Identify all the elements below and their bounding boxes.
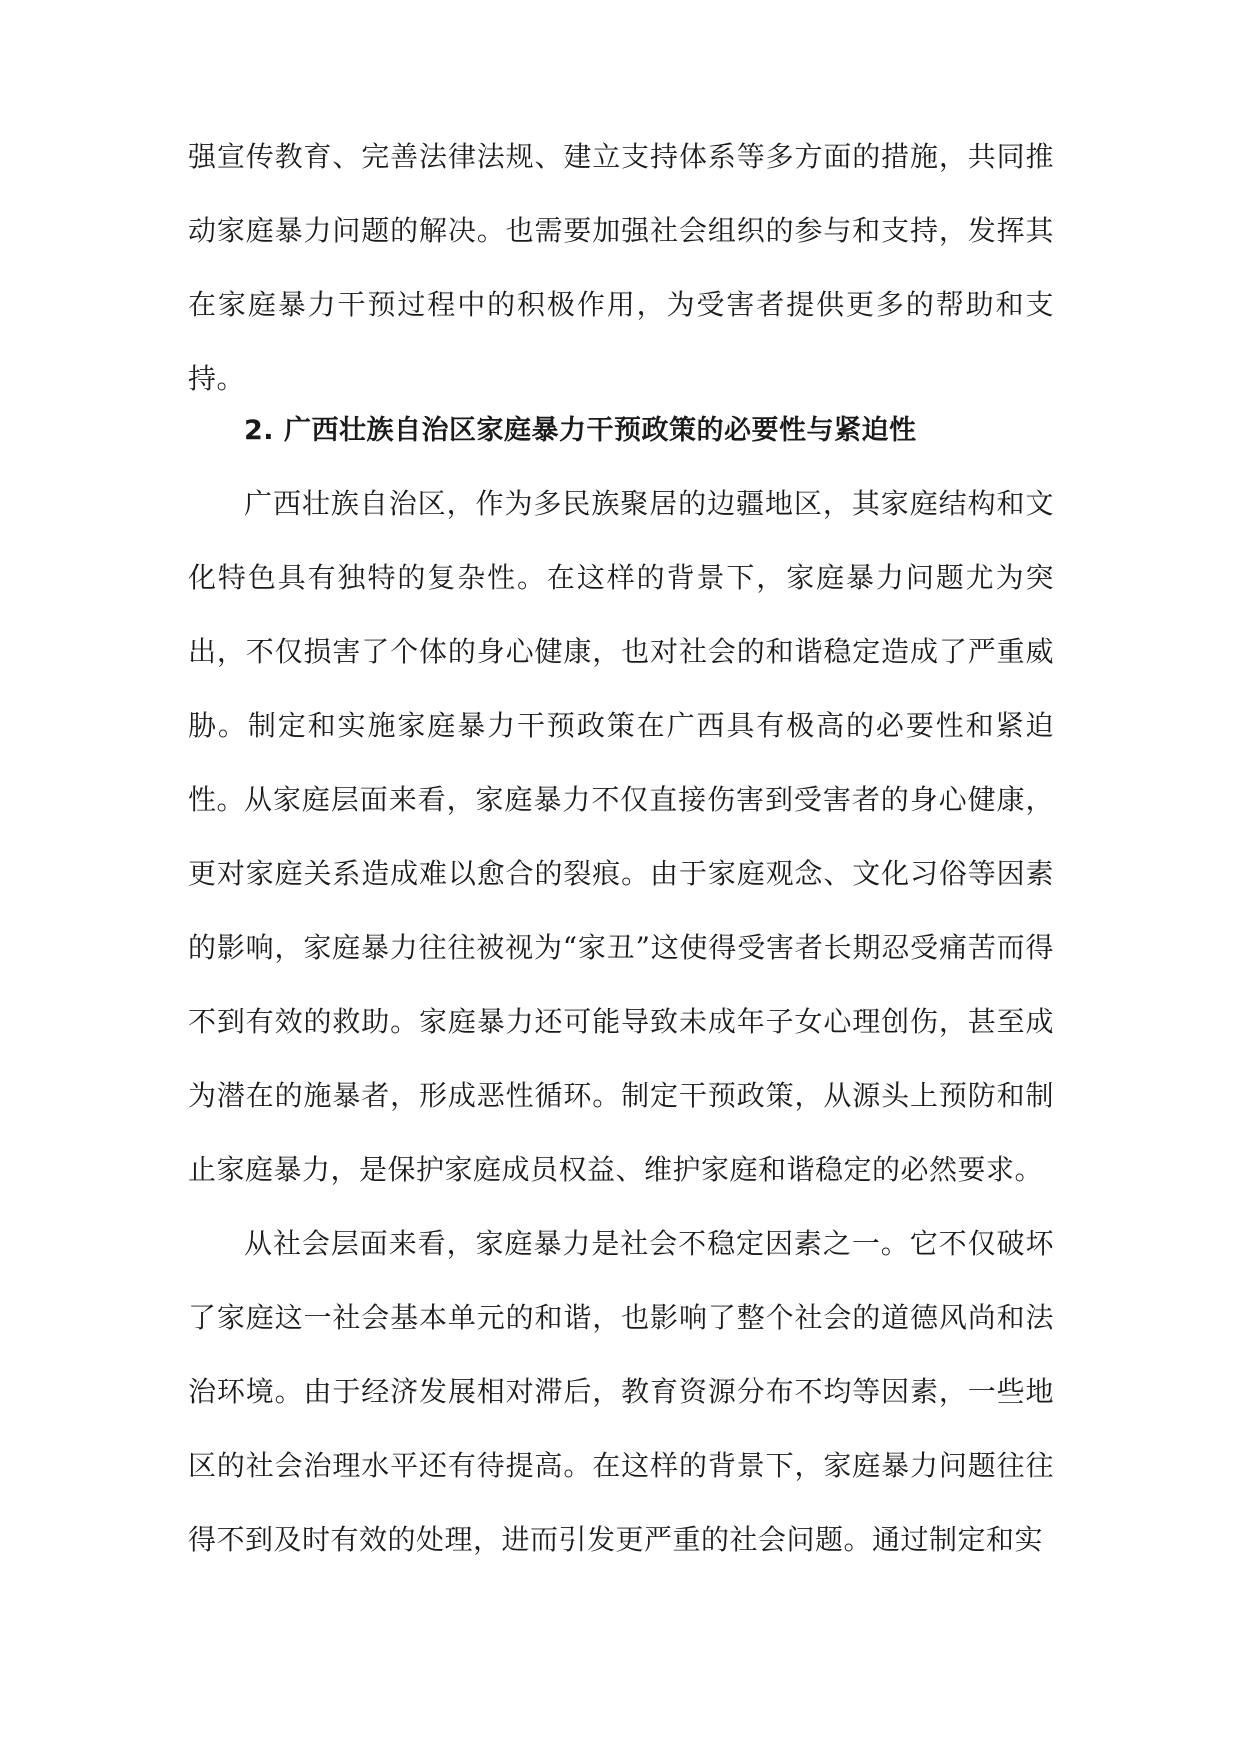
paragraph-2: 从家庭层面来看，家庭暴力不仅直接伤害到受害者的身心健康，更对家庭关系造成难以愈合的裂痕。由于家庭观念、文化习俗等因素的影响，家庭暴力往往被视为“家丑”这使得受害者长期忍受痛苦而得不到有效的救助。家庭暴力还可能导致未成年子女心理创伤，甚至成为潜在的施暴者，形成恶性循环。制定干预政策，从源头上预防和制止家庭暴力，是保护家庭成员权益、维护家庭和谐稳定的必然要求。 — [188, 783, 1054, 1186]
paragraph-1: 广西壮族自治区，作为多民族聚居的边疆地区，其家庭结构和文化特色具有独特的复杂性。在这样的背景下，家庭暴力问题尤为突出，不仅损害了个体的身心健康，也对社会的和谐稳定造成了严重威胁。制定和实施家庭暴力干预政策在广西具有极高的必要性和紧迫性。 — [188, 487, 1054, 816]
paragraph-continuation: 强宣传教育、完善法律法规、建立支持体系等多方面的措施，共同推动家庭暴力问题的解决。也需要加强社会组织的参与和支持，发挥其在家庭暴力干预过程中的积极作用，为受害者提供更多的帮助和支持。 — [188, 140, 1054, 395]
paragraph-3: 从社会层面来看，家庭暴力是社会不稳定因素之一。它不仅破坏了家庭这一社会基本单元的和谐，也影响了整个社会的道德风尚和法治环境。由于经济发展相对滞后，教育资源分布不均等因素，一些地区的社会治理水平还有待提高。在这样的背景下，家庭暴力问题往往得不到及时有效的处理，进而引发更严重的社会问题。通过制定和实 — [188, 1227, 1054, 1556]
section-heading: 2. 广西壮族自治区家庭暴力干预政策的必要性与紧迫性 — [244, 415, 917, 446]
